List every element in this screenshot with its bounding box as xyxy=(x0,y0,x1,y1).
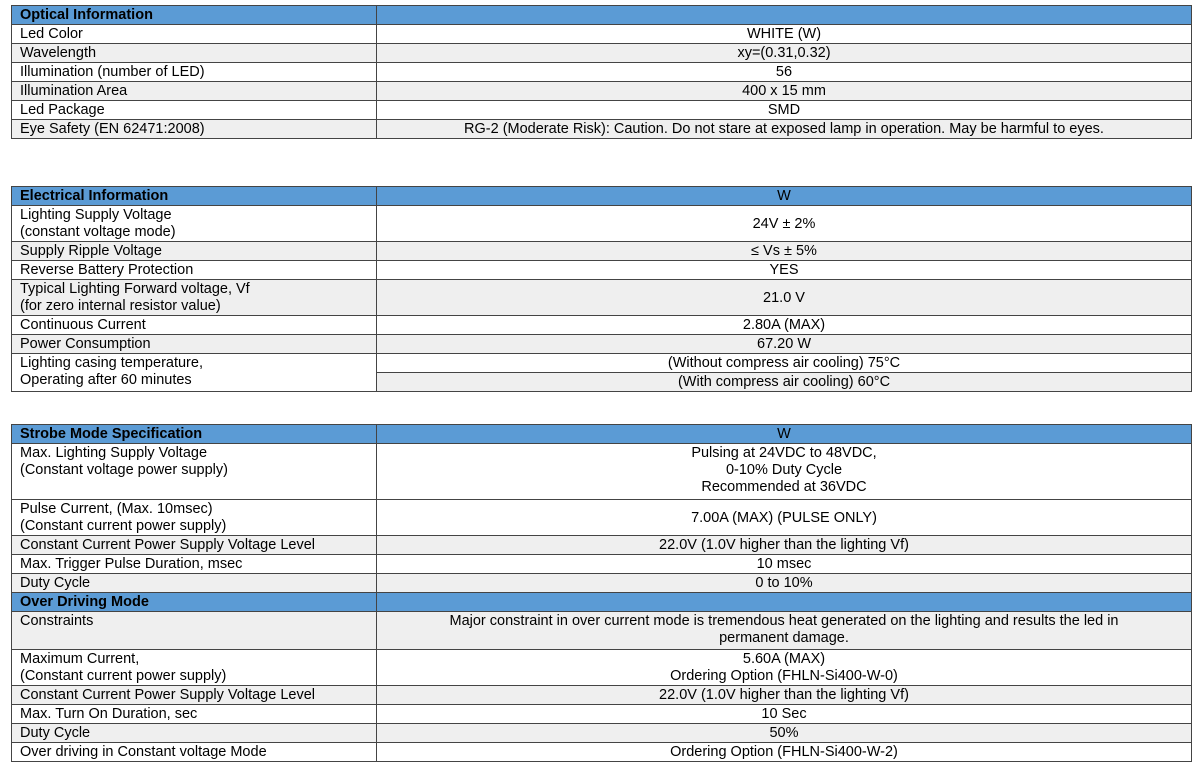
row-value: 24V ± 2% xyxy=(377,206,1192,242)
optical-info-table xyxy=(11,5,1192,139)
row-value-line: Major constraint in over current mode is tremendous heat generated on the lighting and results the led in xyxy=(449,613,1119,629)
table-header-row xyxy=(12,6,1192,25)
row-label: Duty Cycle xyxy=(12,724,377,743)
row-label: Supply Ripple Voltage xyxy=(12,242,377,261)
section-title: Over Driving Mode xyxy=(12,593,377,612)
table-row xyxy=(12,612,1192,650)
row-label xyxy=(12,500,377,536)
row-label-line: Max. Lighting Supply Voltage xyxy=(20,445,208,461)
section-header-value xyxy=(377,593,1192,612)
row-value-line: Ordering Option (FHLN-Si400-W-0) xyxy=(670,668,898,684)
row-value: 400 x 15 mm xyxy=(377,82,1192,101)
table-row xyxy=(12,63,1192,82)
table-row xyxy=(12,686,1192,705)
row-label-line: (for zero internal resistor value) xyxy=(20,298,221,314)
table-row xyxy=(12,242,1192,261)
row-value: ≤ Vs ± 5% xyxy=(377,242,1192,261)
row-value-line: 5.60A (MAX) xyxy=(742,651,826,667)
row-value: WHITE (W) xyxy=(377,25,1192,44)
table-row xyxy=(12,82,1192,101)
strobe-mode-table xyxy=(11,424,1192,762)
table-row xyxy=(12,25,1192,44)
row-value: Ordering Option (FHLN-Si400-W-2) xyxy=(377,743,1192,762)
table-row xyxy=(12,574,1192,593)
row-value: 22.0V (1.0V higher than the lighting Vf) xyxy=(377,536,1192,555)
table-row xyxy=(12,335,1192,354)
row-label: Eye Safety (EN 62471:2008) xyxy=(12,120,377,139)
row-label-line: Lighting Supply Voltage xyxy=(20,207,172,223)
row-value xyxy=(377,444,1192,500)
table-row xyxy=(12,316,1192,335)
section-title: Electrical Information xyxy=(12,187,377,206)
row-label: Reverse Battery Protection xyxy=(12,261,377,280)
row-label-line: Typical Lighting Forward voltage, Vf xyxy=(20,281,250,297)
row-label: Continuous Current xyxy=(12,316,377,335)
table-row xyxy=(12,444,1192,500)
row-label-line: (Constant current power supply) xyxy=(20,518,227,534)
row-label xyxy=(12,444,377,500)
row-label xyxy=(12,280,377,316)
row-label: Constraints xyxy=(12,612,377,650)
row-value: 67.20 W xyxy=(377,335,1192,354)
table-row xyxy=(12,650,1192,686)
row-label-line: Lighting casing temperature, xyxy=(20,355,203,371)
table-row xyxy=(12,500,1192,536)
row-label: Constant Current Power Supply Voltage Level xyxy=(12,686,377,705)
row-value: 22.0V (1.0V higher than the lighting Vf) xyxy=(377,686,1192,705)
row-label: Wavelength xyxy=(12,44,377,63)
row-value: 56 xyxy=(377,63,1192,82)
table-row xyxy=(12,120,1192,139)
row-label: Illumination (number of LED) xyxy=(12,63,377,82)
row-label-line: (Constant current power supply) xyxy=(20,668,227,684)
row-label-line: (constant voltage mode) xyxy=(20,224,176,240)
row-label: Over driving in Constant voltage Mode xyxy=(12,743,377,762)
table-row xyxy=(12,101,1192,120)
row-value: RG-2 (Moderate Risk): Caution. Do not stare at exposed lamp in operation. May be harmful to eyes. xyxy=(377,120,1192,139)
row-value: 50% xyxy=(377,724,1192,743)
row-value: SMD xyxy=(377,101,1192,120)
section-header-value xyxy=(377,6,1192,25)
row-value: (With compress air cooling) 60°C xyxy=(377,373,1192,392)
row-value xyxy=(377,612,1192,650)
table-row xyxy=(12,743,1192,762)
row-label: Duty Cycle xyxy=(12,574,377,593)
table-header-row xyxy=(12,425,1192,444)
table-row xyxy=(12,555,1192,574)
table-header-row xyxy=(12,593,1192,612)
row-value-line: permanent damage. xyxy=(719,630,849,646)
table-row xyxy=(12,261,1192,280)
row-value: 10 Sec xyxy=(377,705,1192,724)
row-label-line: Operating after 60 minutes xyxy=(20,372,192,388)
row-value: (Without compress air cooling) 75°C xyxy=(377,354,1192,373)
row-value-line: 0-10% Duty Cycle xyxy=(725,462,843,478)
table-row xyxy=(12,354,1192,373)
section-header-value: W xyxy=(377,425,1192,444)
row-label: Led Color xyxy=(12,25,377,44)
table-row xyxy=(12,705,1192,724)
row-value: 2.80A (MAX) xyxy=(377,316,1192,335)
table-row xyxy=(12,44,1192,63)
row-value: 0 to 10% xyxy=(377,574,1192,593)
row-label-line: (Constant voltage power supply) xyxy=(20,462,228,478)
table-row xyxy=(12,280,1192,316)
row-label: Max. Trigger Pulse Duration, msec xyxy=(12,555,377,574)
row-value: xy=(0.31,0.32) xyxy=(377,44,1192,63)
table-header-row xyxy=(12,187,1192,206)
row-label: Led Package xyxy=(12,101,377,120)
table-row xyxy=(12,206,1192,242)
row-value xyxy=(377,650,1192,686)
row-label: Max. Turn On Duration, sec xyxy=(12,705,377,724)
row-value-line: Recommended at 36VDC xyxy=(701,479,867,495)
row-label: Power Consumption xyxy=(12,335,377,354)
row-value: 21.0 V xyxy=(377,280,1192,316)
row-label xyxy=(12,354,377,392)
row-label xyxy=(12,206,377,242)
row-label: Constant Current Power Supply Voltage Level xyxy=(12,536,377,555)
electrical-info-table xyxy=(11,186,1192,392)
section-header-value: W xyxy=(377,187,1192,206)
table-row xyxy=(12,536,1192,555)
row-label-line: Pulse Current, (Max. 10msec) xyxy=(20,501,213,517)
section-title: Strobe Mode Specification xyxy=(12,425,377,444)
section-title: Optical Information xyxy=(12,6,377,25)
row-label xyxy=(12,650,377,686)
row-label-line: Maximum Current, xyxy=(20,651,140,667)
row-value: YES xyxy=(377,261,1192,280)
row-label: Illumination Area xyxy=(12,82,377,101)
row-value: 10 msec xyxy=(377,555,1192,574)
table-row xyxy=(12,724,1192,743)
row-value: 7.00A (MAX) (PULSE ONLY) xyxy=(377,500,1192,536)
row-value-line: Pulsing at 24VDC to 48VDC, xyxy=(691,445,877,461)
